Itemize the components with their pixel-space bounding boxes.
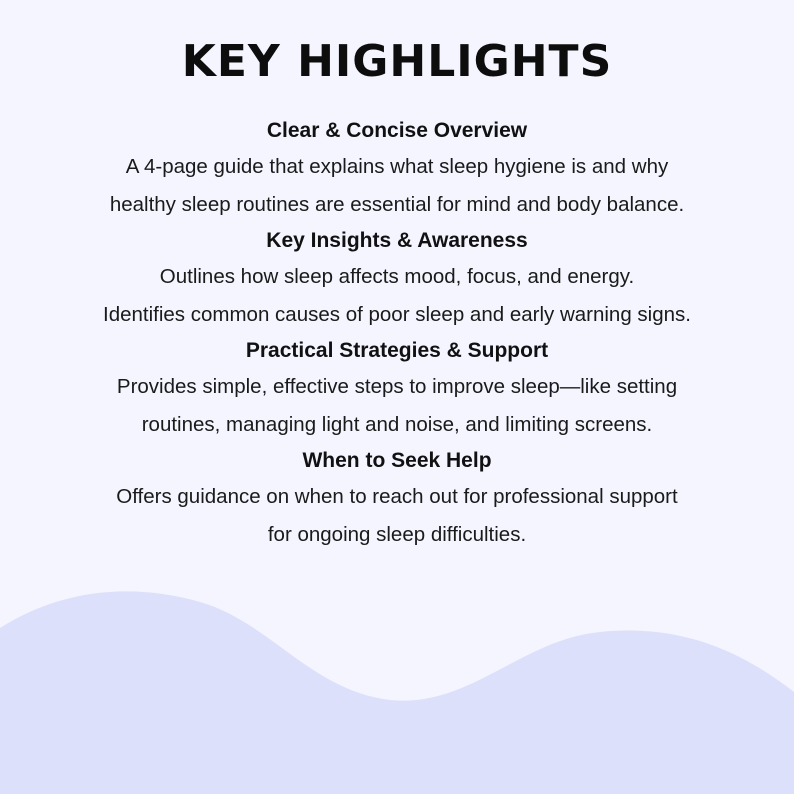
- section-text-line: A 4-page guide that explains what sleep hygiene is and why: [125, 155, 669, 178]
- highlight-section: [0, 114, 794, 224]
- section-text-line: healthy sleep routines are essential for mind and body balance.: [109, 193, 685, 216]
- section-heading: Key Insights & Awareness: [266, 229, 528, 252]
- section-heading: Practical Strategies & Support: [245, 339, 549, 362]
- section-text-line: Offers guidance on when to reach out for professional support: [116, 485, 678, 508]
- highlight-section: [0, 224, 794, 334]
- highlight-section: [0, 334, 794, 444]
- section-heading: When to Seek Help: [302, 449, 492, 472]
- section-text-line: Outlines how sleep affects mood, focus, and energy.: [159, 265, 635, 288]
- section-text-line: Provides simple, effective steps to improve sleep—like setting: [116, 375, 678, 398]
- page-title: KEY HIGHLIGHTS: [181, 36, 613, 87]
- section-text-line: routines, managing light and noise, and limiting screens.: [141, 413, 653, 436]
- section-heading: Clear & Concise Overview: [266, 119, 528, 142]
- section-text-line: for ongoing sleep difficulties.: [267, 523, 527, 546]
- highlight-section: [0, 444, 794, 554]
- section-text-line: Identifies common causes of poor sleep and early warning signs.: [103, 303, 691, 326]
- highlights-list: [0, 114, 794, 554]
- wave-shape: [0, 591, 794, 794]
